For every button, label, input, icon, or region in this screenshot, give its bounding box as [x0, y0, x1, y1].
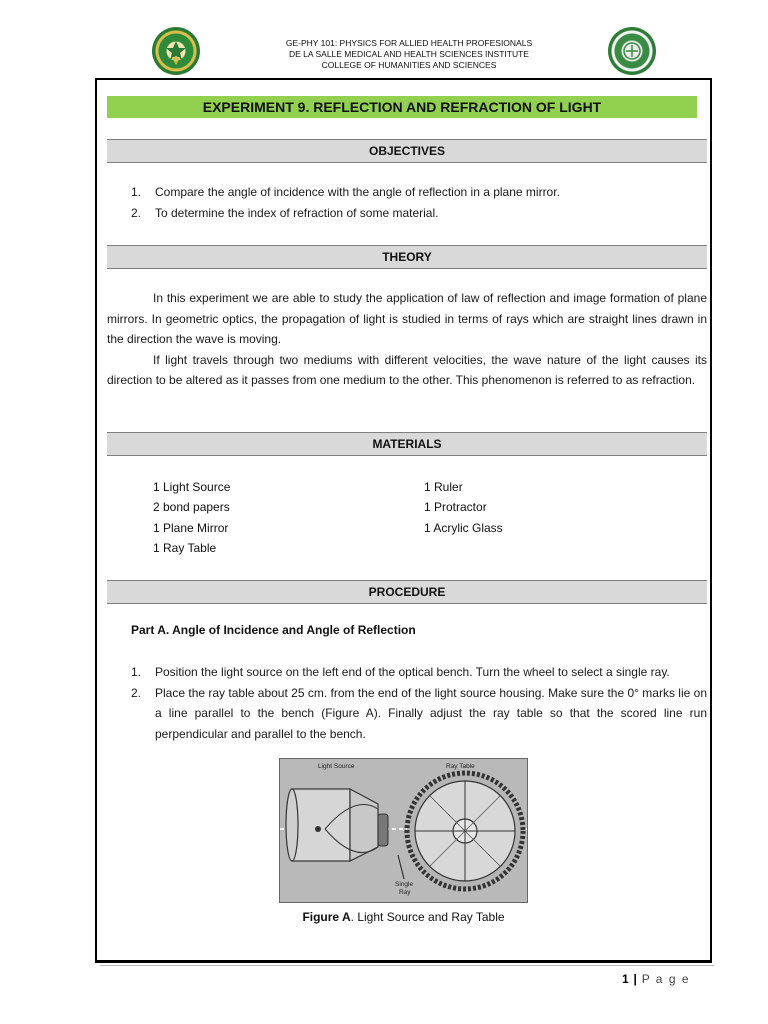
list-text: To determine the index of refraction of some material.	[155, 205, 439, 220]
theory-paragraph: If light travels through two mediums with different velocities, the wave nature of the light causes its direction to be altered as it passes from one medium to the other. This phenomenon is referred to as refraction.	[107, 352, 707, 387]
material-item: 1 Protractor	[424, 500, 487, 515]
school-logo-left	[152, 27, 200, 75]
figure-caption-label: Figure A	[302, 910, 351, 924]
page-word: P a g e	[641, 972, 690, 986]
list-item	[131, 203, 707, 224]
page-header	[222, 38, 596, 71]
materials-right-column	[424, 477, 503, 538]
material-item: 1 Light Source	[153, 480, 231, 494]
procedure-heading: PROCEDURE	[107, 580, 707, 604]
figure-caption	[279, 910, 528, 924]
page-separator: |	[633, 972, 637, 986]
experiment-title: EXPERIMENT 9. REFLECTION AND REFRACTION OF LIGHT	[107, 96, 697, 118]
procedure-steps	[131, 662, 707, 744]
theory-paragraph: In this experiment we are able to study the application of law of reflection and image formation of plane mirrors. In geometric optics, the propagation of light is studied in terms of rays which are straight lines drawn in the direction the wave is moving.	[107, 291, 707, 346]
material-item: 1 Ruler	[424, 480, 463, 494]
theory-heading: THEORY	[107, 245, 707, 269]
list-text: Place the ray table about 25 cm. from the end of the light source housing. Make sure the 0° marks lie on a line parallel to the bench (Figure A). Finally adjust the ray table so that the scored line run perpendicular and parallel to the bench.	[155, 685, 707, 741]
material-item: 1 Ray Table	[153, 540, 217, 555]
header-institute-line: DE LA SALLE MEDICAL AND HEALTH SCIENCES INSTITUTE	[289, 49, 529, 59]
list-item	[131, 182, 707, 203]
materials-heading: MATERIALS	[107, 432, 707, 456]
figure-label-ray: Ray	[399, 889, 411, 896]
figure-label-ray-table: Ray Table	[446, 763, 475, 770]
material-item: 1 Plane Mirror	[153, 520, 229, 535]
material-item: 1 Acrylic Glass	[424, 520, 503, 535]
page-footer	[622, 972, 690, 986]
part-a-heading: Part A. Angle of Incidence and Angle of Reflection	[131, 623, 416, 637]
figure-a-image	[279, 758, 528, 903]
frame-bottom-rule	[100, 965, 714, 966]
list-number: 1.	[131, 185, 142, 199]
material-item: 2 bond papers	[153, 500, 230, 515]
header-course-line: GE-PHY 101: PHYSICS FOR ALLIED HEALTH PROFESIONALS	[285, 38, 533, 48]
figure-caption-text: . Light Source and Ray Table	[350, 910, 505, 924]
list-item	[131, 662, 707, 683]
theory-body	[107, 288, 707, 391]
list-number: 2.	[131, 685, 142, 700]
list-number: 1.	[131, 665, 142, 679]
page-number: 1	[621, 972, 629, 986]
list-text: Compare the angle of incidence with the angle of reflection in a plane mirror.	[155, 185, 560, 199]
list-item	[131, 683, 707, 745]
figure-label-single: Single	[395, 881, 414, 888]
objectives-list	[131, 182, 707, 223]
header-college-line: COLLEGE OF HUMANITIES AND SCIENCES	[321, 60, 497, 70]
figure-label-light-source: Light Source	[318, 763, 355, 770]
list-text: Position the light source on the left end of the optical bench. Turn the wheel to select a single ray.	[155, 665, 670, 679]
college-logo-right	[608, 27, 656, 75]
list-number: 2.	[131, 205, 142, 220]
materials-left-column	[153, 477, 230, 558]
objectives-heading: OBJECTIVES	[107, 139, 707, 163]
